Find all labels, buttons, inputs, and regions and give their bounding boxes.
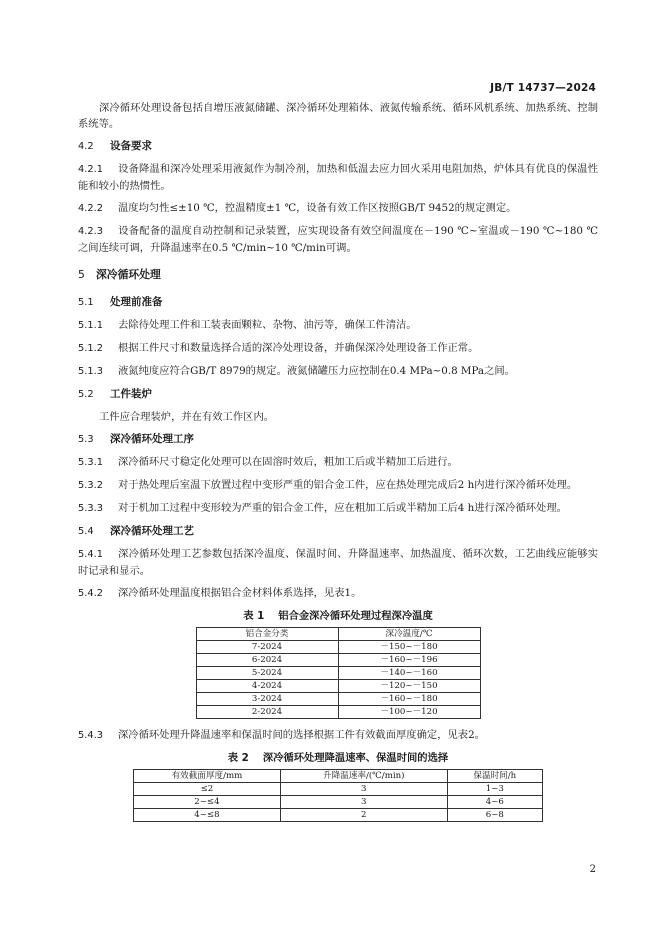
heading-number: 5.4 bbox=[78, 526, 94, 537]
table-cell: 2~≤4 bbox=[134, 796, 281, 809]
clause-text: 设备降温和深冷处理采用液氮作为制冷剂，加热和低温去应力回火采用电阻加热，炉体具有优良的保温性能和较小的热惯性。 bbox=[78, 163, 598, 192]
clause-5-3-2 bbox=[78, 477, 598, 494]
table-cell: 3-2024 bbox=[196, 693, 338, 706]
table-row bbox=[196, 654, 480, 667]
clause-5-1-1 bbox=[78, 317, 598, 334]
clause-5-1-2 bbox=[78, 340, 598, 357]
heading-number: 4.2 bbox=[78, 141, 94, 152]
table-cell: 6~8 bbox=[447, 809, 542, 822]
clause-number: 5.1.2 bbox=[78, 343, 103, 354]
clause-text: 根据工件尺寸和数量选择合适的深冷处理设备，并确保深冷处理设备工作正常。 bbox=[118, 342, 479, 354]
table-number: 表 2 bbox=[227, 752, 249, 764]
page-number: 2 bbox=[589, 864, 596, 875]
clause-5-1-3 bbox=[78, 363, 598, 380]
heading-5-4 bbox=[78, 523, 598, 540]
heading-number: 5.1 bbox=[78, 297, 94, 308]
clause-5-4-3 bbox=[78, 727, 598, 744]
standard-code: JB/T 14737—2024 bbox=[490, 82, 596, 94]
table-1 bbox=[196, 627, 481, 719]
clause-text: 液氮纯度应符合GB/T 8979的规定。液氮储罐压力应控制在0.4 MPa~0.8 MPa之间。 bbox=[118, 365, 515, 377]
clause-number: 5.4.3 bbox=[78, 730, 103, 741]
heading-5-2 bbox=[78, 386, 598, 403]
table-header-cell: 有效截面厚度/mm bbox=[134, 770, 281, 783]
table-2-caption bbox=[78, 750, 598, 766]
heading-number: 5 bbox=[78, 268, 85, 281]
heading-5 bbox=[78, 267, 598, 283]
table-cell: ≤2 bbox=[134, 783, 281, 796]
table-cell: 7-2024 bbox=[196, 641, 338, 654]
clause-number: 5.3.1 bbox=[78, 457, 103, 468]
table-row bbox=[196, 667, 480, 680]
table-cell: －160~－180 bbox=[338, 693, 480, 706]
clause-4-2-3 bbox=[78, 223, 598, 256]
clause-number: 5.3.2 bbox=[78, 480, 103, 491]
table-cell: 1~3 bbox=[447, 783, 542, 796]
table-2 bbox=[133, 769, 543, 822]
clause-5-3-3 bbox=[78, 500, 598, 517]
heading-title: 设备要求 bbox=[110, 140, 152, 152]
clause-text: 深冷循环尺寸稳定化处理可以在固溶时效后，粗加工后或半精加工后进行。 bbox=[118, 456, 458, 468]
table-row bbox=[134, 783, 543, 796]
clause-5-4-1 bbox=[78, 546, 598, 579]
table-title: 铝合金深冷循环处理过程深冷温度 bbox=[278, 610, 433, 622]
clause-number: 4.2.1 bbox=[78, 164, 103, 175]
table-header-cell: 升降温速率/(℃/min) bbox=[280, 770, 447, 783]
clause-text: 对于机加工过程中变形较为严重的铝合金工件，应在粗加工后或半精加工后4 h进行深冷循环处理。 bbox=[118, 502, 567, 514]
heading-title: 处理前准备 bbox=[110, 296, 163, 308]
table-cell: 4~6 bbox=[447, 796, 542, 809]
clause-5-3-1 bbox=[78, 454, 598, 471]
clause-4-2-2 bbox=[78, 200, 598, 217]
table-1-caption bbox=[78, 608, 598, 624]
table-cell: 4~≤8 bbox=[134, 809, 281, 822]
table-header-cell: 保温时间/h bbox=[447, 770, 542, 783]
clause-text: 去除待处理工件和工装表面颗粒、杂物、油污等，确保工件清洁。 bbox=[118, 319, 417, 331]
table-cell: 5-2024 bbox=[196, 667, 338, 680]
clause-text: 深冷循环处理温度根据铝合金材料体系选择，见表1。 bbox=[118, 587, 362, 599]
heading-title: 深冷循环处理工艺 bbox=[110, 525, 194, 537]
clause-number: 4.2.3 bbox=[78, 226, 103, 237]
heading-4-2 bbox=[78, 138, 598, 155]
table-cell: 3 bbox=[280, 783, 447, 796]
heading-title: 工件装炉 bbox=[110, 388, 152, 400]
clause-text: 深冷循环处理升降温速率和保温时间的选择根据工件有效截面厚度确定，见表2。 bbox=[118, 729, 485, 741]
clause-number: 5.3.3 bbox=[78, 503, 103, 514]
table-cell: －160~－196 bbox=[338, 654, 480, 667]
table-row bbox=[134, 796, 543, 809]
clause-number: 5.1.1 bbox=[78, 320, 103, 331]
paragraph-5-2: 工件应合理装炉，并在有效工作区内。 bbox=[99, 411, 275, 423]
table-cell: －150~－180 bbox=[338, 641, 480, 654]
table-cell: －140~－160 bbox=[338, 667, 480, 680]
heading-number: 5.2 bbox=[78, 389, 94, 400]
table-row bbox=[196, 641, 480, 654]
heading-5-1 bbox=[78, 294, 598, 311]
table-cell: －100~－120 bbox=[338, 706, 480, 719]
table-header-row bbox=[134, 770, 543, 783]
heading-number: 5.3 bbox=[78, 434, 94, 445]
table-header-cell: 铝合金分类 bbox=[196, 628, 338, 641]
heading-title: 深冷循环处理 bbox=[96, 268, 161, 281]
table-row bbox=[196, 680, 480, 693]
table-row bbox=[134, 809, 543, 822]
clause-number: 5.1.3 bbox=[78, 366, 103, 377]
table-row bbox=[196, 706, 480, 719]
table-cell: 2 bbox=[280, 809, 447, 822]
table-cell: 2-2024 bbox=[196, 706, 338, 719]
table-header-cell: 深冷温度/℃ bbox=[338, 628, 480, 641]
clause-5-4-2 bbox=[78, 585, 598, 602]
table-title: 深冷循环处理降温速率、保温时间的选择 bbox=[262, 752, 449, 764]
clause-text: 对于热处理后室温下放置过程中变形严重的铝合金工件，应在热处理完成后2 h内进行深冷循环处理。 bbox=[118, 479, 578, 491]
heading-5-3 bbox=[78, 431, 598, 448]
clause-text: 设备配备的温度自动控制和记录装置，应实现设备有效空间温度在－190 ℃~室温或－190 ℃~180 ℃之间连续可调，升降温速率在0.5 ℃/min~10 ℃/min可调。 bbox=[78, 225, 598, 254]
table-cell: 3 bbox=[280, 796, 447, 809]
table-row bbox=[196, 693, 480, 706]
clause-4-2-1 bbox=[78, 161, 598, 194]
heading-title: 深冷循环处理工序 bbox=[110, 433, 194, 445]
clause-number: 5.4.2 bbox=[78, 588, 103, 599]
clause-text: 温度均匀性≤±10 ℃，控温精度±1 ℃，设备有效工作区按照GB/T 9452的规定测定。 bbox=[118, 202, 517, 214]
table-cell: 4-2024 bbox=[196, 680, 338, 693]
table-number: 表 1 bbox=[243, 610, 265, 622]
table-cell: －120~－150 bbox=[338, 680, 480, 693]
table-cell: 6-2024 bbox=[196, 654, 338, 667]
clause-number: 5.4.1 bbox=[78, 549, 103, 560]
clause-number: 4.2.2 bbox=[78, 203, 103, 214]
page-content bbox=[78, 100, 598, 822]
intro-paragraph: 深冷循环处理设备包括自增压液氮储罐、深冷循环处理箱体、液氮传输系统、循环风机系统、加热系统、控制系统等。 bbox=[78, 102, 598, 130]
clause-text: 深冷循环处理工艺参数包括深冷温度、保温时间、升降温速率、加热温度、循环次数，工艺曲线应能够实时记录和显示。 bbox=[78, 548, 598, 577]
table-header-row bbox=[196, 628, 480, 641]
